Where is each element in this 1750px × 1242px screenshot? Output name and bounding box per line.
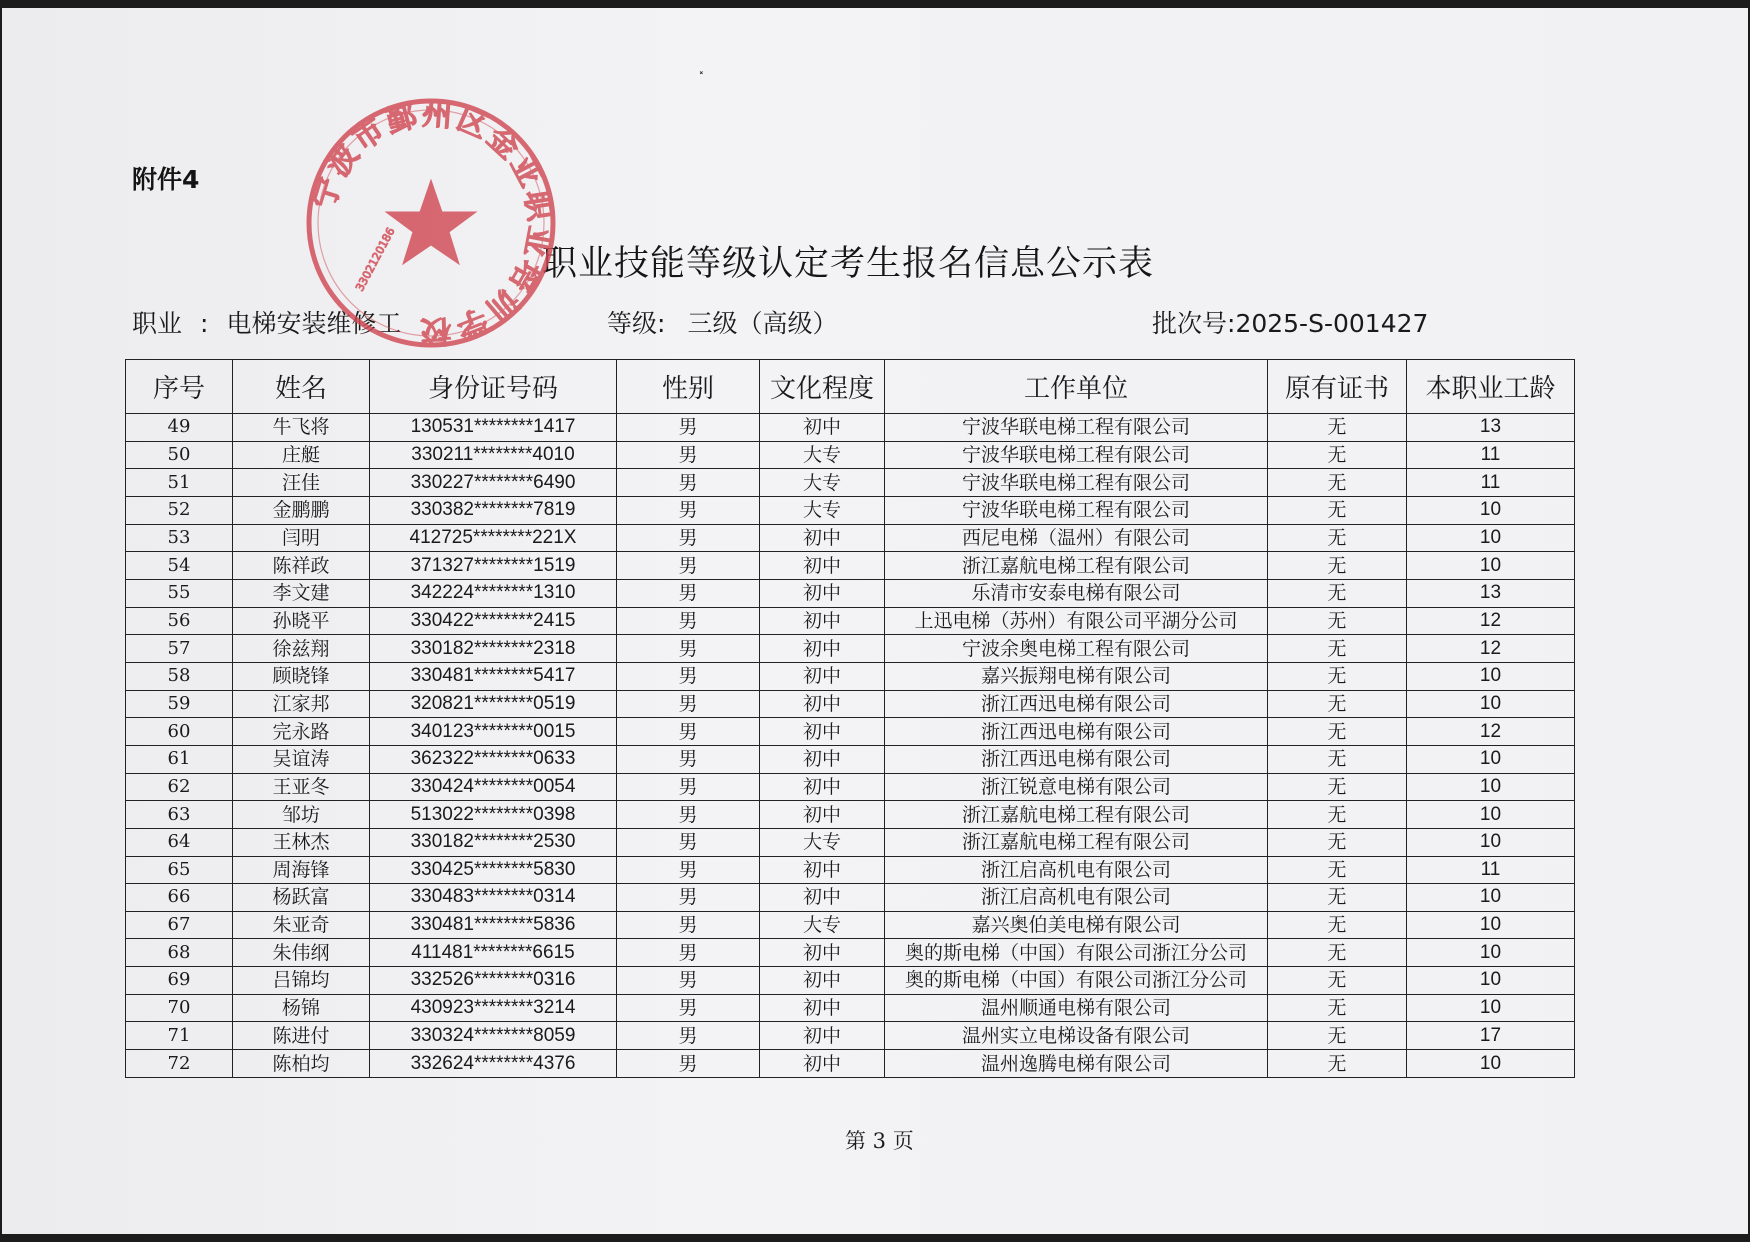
cell-certificate: 无 (1268, 801, 1407, 829)
cell-employer: 嘉兴振翔电梯有限公司 (885, 662, 1268, 690)
cell-gender: 男 (617, 773, 760, 801)
cell-id-number: 371327********1519 (370, 552, 617, 580)
cell-certificate: 无 (1268, 579, 1407, 607)
level-label: 等级: (607, 309, 666, 338)
cell-certificate: 无 (1268, 469, 1407, 497)
cell-education: 初中 (760, 607, 885, 635)
cell-certificate: 无 (1268, 939, 1407, 967)
cell-certificate: 无 (1268, 884, 1407, 912)
table-row (126, 662, 1575, 690)
cell-id-number: 332624********4376 (370, 1050, 617, 1078)
cell-name: 庄艇 (233, 441, 370, 469)
cell-employer: 浙江嘉航电梯工程有限公司 (885, 828, 1268, 856)
page-number: 第 3 页 (845, 1129, 914, 1153)
cell-employer: 浙江嘉航电梯工程有限公司 (885, 801, 1268, 829)
cell-certificate: 无 (1268, 607, 1407, 635)
cell-certificate: 无 (1268, 856, 1407, 884)
cell-years: 10 (1407, 939, 1575, 967)
attachment-label: 附件4 (132, 165, 200, 194)
table-row (126, 801, 1575, 829)
cell-id-number: 513022********0398 (370, 801, 617, 829)
cell-years: 10 (1407, 496, 1575, 524)
cell-years: 10 (1407, 524, 1575, 552)
cell-index: 64 (126, 828, 233, 856)
cell-name: 朱伟纲 (233, 939, 370, 967)
cell-years: 12 (1407, 635, 1575, 663)
table-row (126, 967, 1575, 995)
cell-id-number: 330481********5417 (370, 662, 617, 690)
cell-index: 63 (126, 801, 233, 829)
cell-id-number: 330424********0054 (370, 773, 617, 801)
cell-education: 大专 (760, 441, 885, 469)
cell-gender: 男 (617, 828, 760, 856)
cell-employer: 浙江西迅电梯有限公司 (885, 745, 1268, 773)
cell-years: 10 (1407, 884, 1575, 912)
table-row (126, 414, 1575, 442)
cell-certificate: 无 (1268, 828, 1407, 856)
cell-index: 70 (126, 994, 233, 1022)
document-page (2, 8, 1748, 1234)
cell-name: 朱亚奇 (233, 911, 370, 939)
cell-certificate: 无 (1268, 911, 1407, 939)
cell-name: 牛飞将 (233, 414, 370, 442)
cell-years: 10 (1407, 967, 1575, 995)
cell-certificate: 无 (1268, 967, 1407, 995)
cell-employer: 宁波华联电梯工程有限公司 (885, 414, 1268, 442)
cell-education: 初中 (760, 524, 885, 552)
cell-years: 10 (1407, 552, 1575, 580)
cell-id-number: 430923********3214 (370, 994, 617, 1022)
cell-id-number: 362322********0633 (370, 745, 617, 773)
cell-certificate: 无 (1268, 441, 1407, 469)
cell-id-number: 330182********2318 (370, 635, 617, 663)
batch-label: 批次号: (1152, 309, 1236, 338)
cell-education: 初中 (760, 690, 885, 718)
page-title: 职业技能等级认定考生报名信息公示表 (542, 244, 1155, 284)
cell-employer: 嘉兴奥伯美电梯有限公司 (885, 911, 1268, 939)
cell-gender: 男 (617, 552, 760, 580)
cell-certificate: 无 (1268, 690, 1407, 718)
occupation-value: 电梯安装维修工 (226, 309, 402, 338)
cell-education: 初中 (760, 745, 885, 773)
cell-gender: 男 (617, 745, 760, 773)
batch-line (1152, 304, 1428, 340)
cell-name: 金鹏鹏 (233, 496, 370, 524)
cell-years: 12 (1407, 607, 1575, 635)
cell-id-number: 332526********0316 (370, 967, 617, 995)
table-row (126, 856, 1575, 884)
cell-index: 59 (126, 690, 233, 718)
cell-index: 71 (126, 1022, 233, 1050)
cell-name: 闫明 (233, 524, 370, 552)
cell-index: 54 (126, 552, 233, 580)
cell-name: 汪佳 (233, 469, 370, 497)
cell-gender: 男 (617, 496, 760, 524)
cell-index: 67 (126, 911, 233, 939)
cell-employer: 浙江西迅电梯有限公司 (885, 718, 1268, 746)
cell-name: 陈柏均 (233, 1050, 370, 1078)
cell-years: 10 (1407, 1050, 1575, 1078)
col-header-name: 姓名 (233, 360, 370, 414)
cell-name: 杨锦 (233, 994, 370, 1022)
cell-gender: 男 (617, 939, 760, 967)
cell-gender: 男 (617, 1050, 760, 1078)
cell-gender: 男 (617, 967, 760, 995)
cell-education: 大专 (760, 469, 885, 497)
cell-education: 初中 (760, 552, 885, 580)
col-header-id: 身份证号码 (370, 360, 617, 414)
cell-certificate: 无 (1268, 1050, 1407, 1078)
cell-id-number: 330211********4010 (370, 441, 617, 469)
cell-index: 50 (126, 441, 233, 469)
cell-gender: 男 (617, 414, 760, 442)
cell-name: 王林杰 (233, 828, 370, 856)
cell-education: 初中 (760, 773, 885, 801)
cell-gender: 男 (617, 635, 760, 663)
cell-education: 初中 (760, 414, 885, 442)
cell-index: 56 (126, 607, 233, 635)
cell-name: 顾晓锋 (233, 662, 370, 690)
cell-employer: 宁波华联电梯工程有限公司 (885, 496, 1268, 524)
cell-gender: 男 (617, 1022, 760, 1050)
cell-name: 李文建 (233, 579, 370, 607)
table-row (126, 552, 1575, 580)
cell-employer: 浙江锐意电梯有限公司 (885, 773, 1268, 801)
cell-name: 吕锦均 (233, 967, 370, 995)
cell-name: 江家邦 (233, 690, 370, 718)
table-row (126, 635, 1575, 663)
cell-index: 60 (126, 718, 233, 746)
cell-index: 55 (126, 579, 233, 607)
cell-employer: 浙江启高机电有限公司 (885, 884, 1268, 912)
table-row (126, 884, 1575, 912)
cell-gender: 男 (617, 801, 760, 829)
cell-employer: 温州顺通电梯有限公司 (885, 994, 1268, 1022)
cell-id-number: 340123********0015 (370, 718, 617, 746)
cell-education: 初中 (760, 994, 885, 1022)
table-row (126, 1022, 1575, 1050)
cell-index: 52 (126, 496, 233, 524)
cell-id-number: 130531********1417 (370, 414, 617, 442)
cell-employer: 浙江嘉航电梯工程有限公司 (885, 552, 1268, 580)
cell-id-number: 411481********6615 (370, 939, 617, 967)
table-row (126, 690, 1575, 718)
cell-certificate: 无 (1268, 524, 1407, 552)
cell-certificate: 无 (1268, 414, 1407, 442)
table-row (126, 579, 1575, 607)
cell-index: 58 (126, 662, 233, 690)
cell-employer: 温州实立电梯设备有限公司 (885, 1022, 1268, 1050)
cell-years: 10 (1407, 690, 1575, 718)
cell-education: 初中 (760, 1022, 885, 1050)
cell-name: 邹坊 (233, 801, 370, 829)
table-row (126, 939, 1575, 967)
cell-employer: 西尼电梯（温州）有限公司 (885, 524, 1268, 552)
table-header-row (126, 360, 1575, 414)
table-row (126, 773, 1575, 801)
cell-id-number: 330227********6490 (370, 469, 617, 497)
cell-education: 大专 (760, 496, 885, 524)
cell-employer: 乐清市安泰电梯有限公司 (885, 579, 1268, 607)
cell-gender: 男 (617, 441, 760, 469)
cell-id-number: 330382********7819 (370, 496, 617, 524)
cell-name: 完永路 (233, 718, 370, 746)
cell-index: 65 (126, 856, 233, 884)
cell-employer: 宁波华联电梯工程有限公司 (885, 469, 1268, 497)
cell-gender: 男 (617, 524, 760, 552)
cell-employer: 宁波华联电梯工程有限公司 (885, 441, 1268, 469)
cell-name: 陈进付 (233, 1022, 370, 1050)
cell-years: 11 (1407, 469, 1575, 497)
table-row (126, 745, 1575, 773)
cell-years: 10 (1407, 828, 1575, 856)
cell-education: 大专 (760, 911, 885, 939)
cell-gender: 男 (617, 718, 760, 746)
level-value: 三级（高级） (687, 309, 838, 338)
cell-name: 杨跃富 (233, 884, 370, 912)
svg-text:3302120186: 3302120186 (353, 225, 398, 294)
col-header-index: 序号 (126, 360, 233, 414)
table-row (126, 469, 1575, 497)
col-header-certificate: 原有证书 (1268, 360, 1407, 414)
cell-index: 69 (126, 967, 233, 995)
cell-index: 57 (126, 635, 233, 663)
cell-id-number: 330422********2415 (370, 607, 617, 635)
cell-id-number: 330483********0314 (370, 884, 617, 912)
table-row (126, 524, 1575, 552)
table-row (126, 828, 1575, 856)
level-line (607, 304, 837, 340)
cell-employer: 温州逸腾电梯有限公司 (885, 1050, 1268, 1078)
cell-name: 王亚冬 (233, 773, 370, 801)
cell-id-number: 330425********5830 (370, 856, 617, 884)
cell-employer: 浙江西迅电梯有限公司 (885, 690, 1268, 718)
cell-education: 初中 (760, 967, 885, 995)
cell-index: 61 (126, 745, 233, 773)
cell-years: 11 (1407, 856, 1575, 884)
cell-gender: 男 (617, 469, 760, 497)
cell-index: 51 (126, 469, 233, 497)
cell-gender: 男 (617, 579, 760, 607)
cell-years: 10 (1407, 745, 1575, 773)
batch-value: 2025-S-001427 (1235, 309, 1429, 338)
cell-years: 12 (1407, 718, 1575, 746)
cell-gender: 男 (617, 911, 760, 939)
cell-years: 10 (1407, 911, 1575, 939)
cell-certificate: 无 (1268, 552, 1407, 580)
cell-employer: 浙江启高机电有限公司 (885, 856, 1268, 884)
cell-education: 初中 (760, 939, 885, 967)
cell-education: 初中 (760, 801, 885, 829)
cell-certificate: 无 (1268, 994, 1407, 1022)
col-header-years: 本职业工龄 (1407, 360, 1575, 414)
cell-years: 17 (1407, 1022, 1575, 1050)
cell-education: 初中 (760, 635, 885, 663)
cell-id-number: 330481********5836 (370, 911, 617, 939)
cell-education: 初中 (760, 718, 885, 746)
cell-gender: 男 (617, 856, 760, 884)
cell-index: 66 (126, 884, 233, 912)
cell-gender: 男 (617, 994, 760, 1022)
cell-education: 初中 (760, 856, 885, 884)
cell-years: 10 (1407, 801, 1575, 829)
cell-certificate: 无 (1268, 773, 1407, 801)
col-header-gender: 性别 (617, 360, 760, 414)
cell-name: 周海锋 (233, 856, 370, 884)
cell-index: 62 (126, 773, 233, 801)
cell-certificate: 无 (1268, 496, 1407, 524)
cell-certificate: 无 (1268, 662, 1407, 690)
cell-education: 大专 (760, 828, 885, 856)
cell-years: 13 (1407, 414, 1575, 442)
cell-education: 初中 (760, 884, 885, 912)
official-seal-stamp (300, 92, 562, 354)
col-header-education: 文化程度 (760, 360, 885, 414)
cell-id-number: 342224********1310 (370, 579, 617, 607)
table-row (126, 911, 1575, 939)
cell-years: 10 (1407, 662, 1575, 690)
cell-index: 72 (126, 1050, 233, 1078)
cell-years: 13 (1407, 579, 1575, 607)
cell-years: 10 (1407, 773, 1575, 801)
cell-name: 孙晓平 (233, 607, 370, 635)
cell-certificate: 无 (1268, 1022, 1407, 1050)
cell-gender: 男 (617, 662, 760, 690)
cell-id-number: 330324********8059 (370, 1022, 617, 1050)
cell-employer: 奥的斯电梯（中国）有限公司浙江分公司 (885, 967, 1268, 995)
table-row (126, 607, 1575, 635)
table-row (126, 718, 1575, 746)
cell-employer: 奥的斯电梯（中国）有限公司浙江分公司 (885, 939, 1268, 967)
cell-certificate: 无 (1268, 718, 1407, 746)
scan-mark: ⸼ (700, 54, 705, 75)
cell-id-number: 330182********2530 (370, 828, 617, 856)
occupation-label: 职业 (132, 309, 183, 338)
cell-gender: 男 (617, 607, 760, 635)
cell-index: 53 (126, 524, 233, 552)
cell-certificate: 无 (1268, 745, 1407, 773)
cell-name: 徐兹翔 (233, 635, 370, 663)
cell-name: 吴谊涛 (233, 745, 370, 773)
cell-education: 初中 (760, 579, 885, 607)
cell-gender: 男 (617, 690, 760, 718)
cell-id-number: 320821********0519 (370, 690, 617, 718)
cell-gender: 男 (617, 884, 760, 912)
cell-employer: 宁波余奥电梯工程有限公司 (885, 635, 1268, 663)
occupation-line: 职业 : 电梯安装维修工 (132, 309, 402, 338)
cell-certificate: 无 (1268, 635, 1407, 663)
registration-table (125, 359, 1575, 1078)
table-row (126, 496, 1575, 524)
cell-id-number: 412725********221X (370, 524, 617, 552)
table-row (126, 994, 1575, 1022)
cell-years: 10 (1407, 994, 1575, 1022)
table-row (126, 441, 1575, 469)
cell-index: 68 (126, 939, 233, 967)
cell-years: 11 (1407, 441, 1575, 469)
cell-name: 陈祥政 (233, 552, 370, 580)
svg-text:宁波市鄞州区金亚职业培训学校: 宁波市鄞州区金亚职业培训学校 (306, 97, 558, 349)
cell-employer: 上迅电梯（苏州）有限公司平湖分公司 (885, 607, 1268, 635)
cell-education: 初中 (760, 662, 885, 690)
table-row (126, 1050, 1575, 1078)
cell-index: 49 (126, 414, 233, 442)
cell-education: 初中 (760, 1050, 885, 1078)
col-header-employer: 工作单位 (885, 360, 1268, 414)
